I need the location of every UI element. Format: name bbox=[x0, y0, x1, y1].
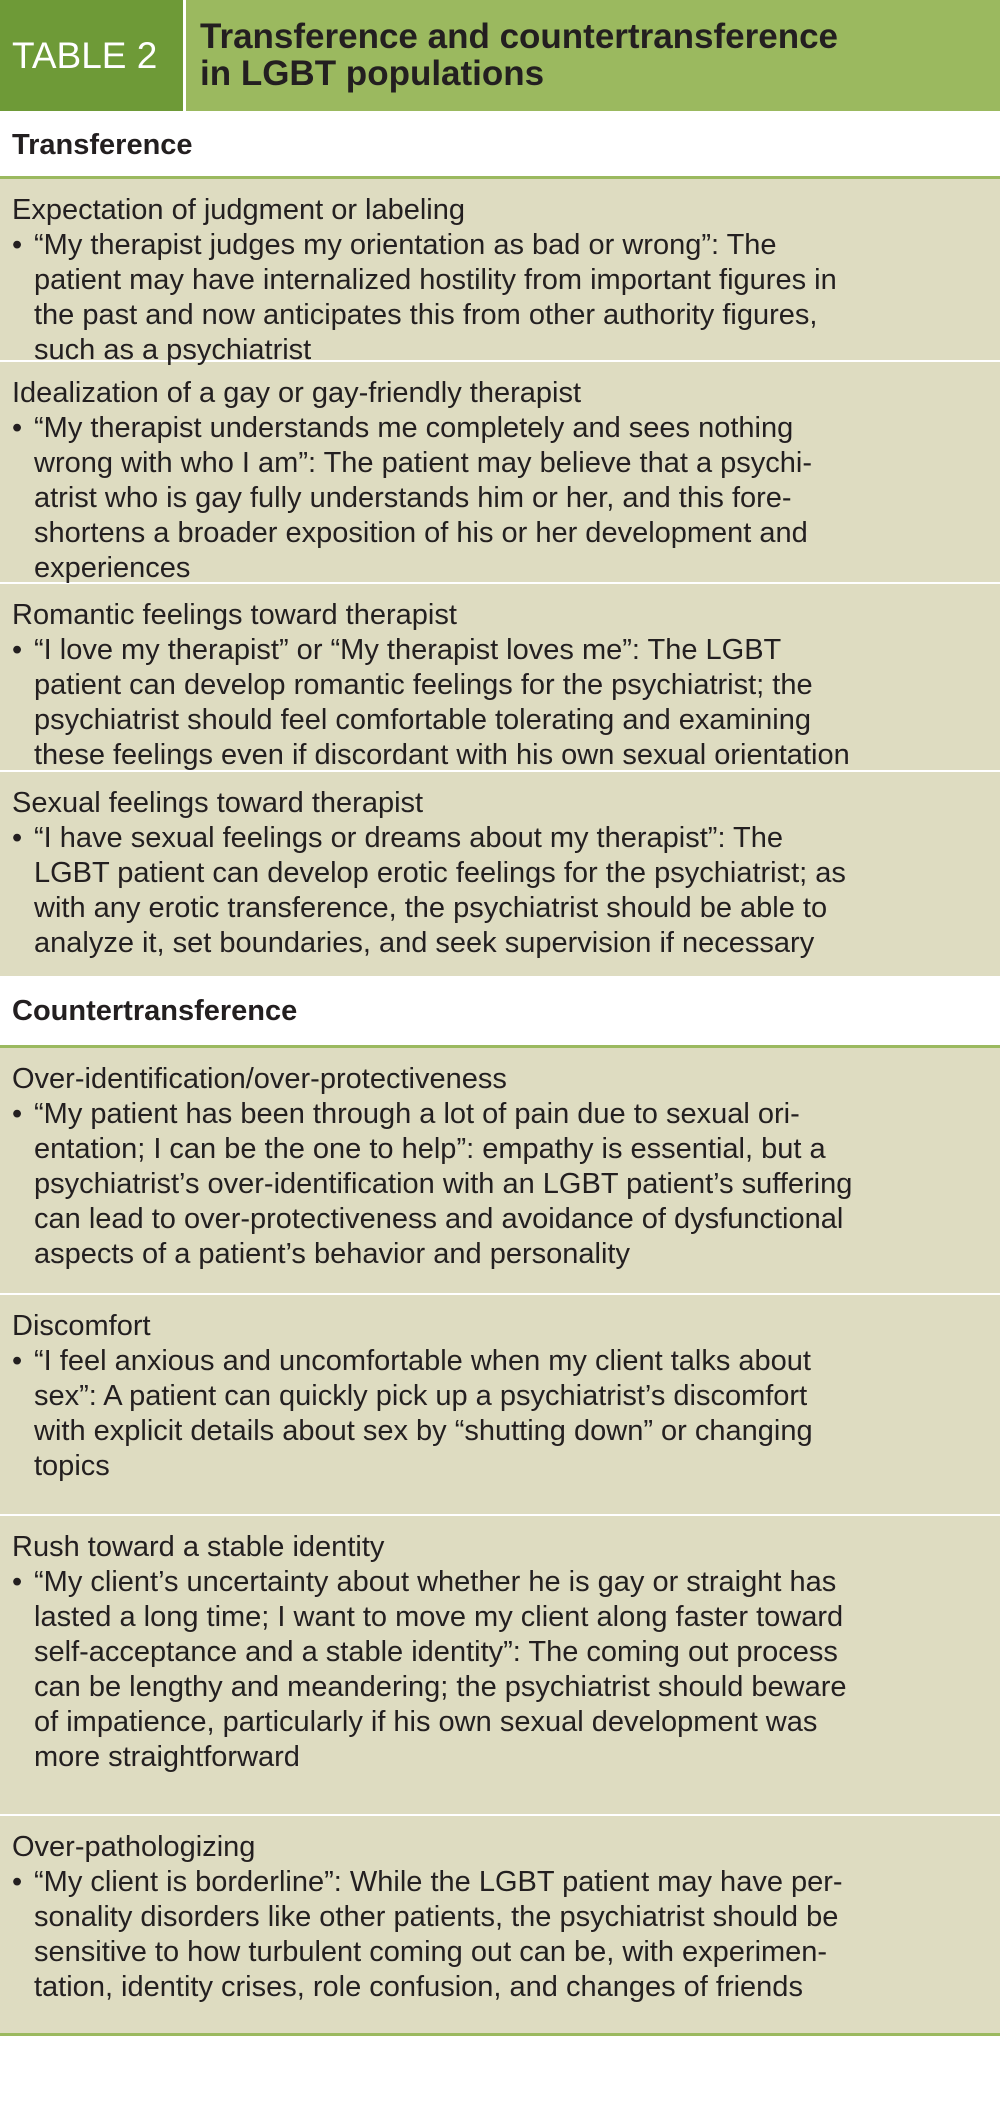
row-description bbox=[12, 1865, 988, 2005]
row-title: Over-pathologizing bbox=[12, 1831, 256, 1863]
section-heading-countertransference: Countertransference bbox=[0, 978, 1000, 1048]
row-description bbox=[12, 633, 988, 773]
table-title bbox=[186, 0, 1000, 111]
text-line: these feelings even if discordant with his own sexual orientation bbox=[34, 739, 850, 771]
table-row bbox=[0, 1816, 1000, 2036]
text-line: “I feel anxious and uncomfortable when my client talks about bbox=[34, 1345, 811, 1377]
text-line: more straightforward bbox=[34, 1741, 300, 1773]
row-title: Rush toward a stable identity bbox=[12, 1531, 385, 1563]
row-description bbox=[12, 821, 988, 961]
text-line: tation, identity crises, role confusion, and changes of friends bbox=[34, 1971, 803, 2003]
text-line: sex”: A patient can quickly pick up a psychiatrist’s discomfort bbox=[34, 1380, 808, 1412]
text-line: psychiatrist’s over-identification with an LGBT patient’s suffering bbox=[34, 1168, 853, 1200]
table-row bbox=[0, 179, 1000, 366]
text-line: of impatience, particularly if his own sexual development was bbox=[34, 1706, 818, 1738]
text-line: self-acceptance and a stable identity”: The coming out process bbox=[34, 1636, 838, 1668]
text-line: “My patient has been through a lot of pain due to sexual ori- bbox=[34, 1098, 800, 1130]
bullet-icon: • bbox=[12, 1098, 23, 1130]
text-line: such as a psychiatrist bbox=[34, 334, 312, 366]
bullet-icon: • bbox=[12, 822, 23, 854]
row-description bbox=[12, 1097, 988, 1272]
row-title: Over-identification/over-protectiveness bbox=[12, 1063, 507, 1095]
text-line: patient can develop romantic feelings for the psychiatrist; the bbox=[34, 669, 813, 701]
table-row bbox=[0, 1295, 1000, 1516]
table-row bbox=[0, 772, 1000, 978]
row-title: Romantic feelings toward therapist bbox=[12, 599, 457, 631]
section-heading-transference: Transference bbox=[0, 114, 1000, 179]
row-description bbox=[12, 228, 988, 368]
table-row bbox=[0, 362, 1000, 584]
text-line: “My therapist judges my orientation as bad or wrong”: The bbox=[34, 229, 777, 261]
bullet-icon: • bbox=[12, 1866, 23, 1898]
bullet-icon: • bbox=[12, 1345, 23, 1377]
table-row bbox=[0, 1516, 1000, 1816]
table-title-line-1: Transference and countertransference bbox=[200, 17, 839, 56]
text-line: sonality disorders like other patients, the psychiatrist should be bbox=[34, 1901, 839, 1933]
text-line: experiences bbox=[34, 552, 191, 584]
table-row bbox=[0, 584, 1000, 772]
text-line: topics bbox=[34, 1450, 110, 1482]
text-line: psychiatrist should feel comfortable tolerating and examining bbox=[34, 704, 811, 736]
row-title: Sexual feelings toward therapist bbox=[12, 787, 424, 819]
text-line: “I love my therapist” or “My therapist loves me”: The LGBT bbox=[34, 634, 782, 666]
text-line: shortens a broader exposition of his or her development and bbox=[34, 517, 808, 549]
bullet-icon: • bbox=[12, 634, 23, 666]
text-line: “My therapist understands me completely and sees nothing bbox=[34, 412, 794, 444]
row-description bbox=[12, 411, 988, 586]
bullet-icon: • bbox=[12, 412, 23, 444]
text-line: entation; I can be the one to help”: empathy is essential, but a bbox=[34, 1133, 826, 1165]
text-line: “My client’s uncertainty about whether he is gay or straight has bbox=[34, 1566, 837, 1598]
row-description bbox=[12, 1565, 988, 1775]
text-line: lasted a long time; I want to move my client along faster toward bbox=[34, 1601, 844, 1633]
table-header bbox=[0, 0, 1000, 114]
table-label: TABLE 2 bbox=[0, 0, 186, 111]
text-line: can lead to over-protectiveness and avoidance of dysfunctional bbox=[34, 1203, 844, 1235]
bullet-icon: • bbox=[12, 1566, 23, 1598]
row-description bbox=[12, 1344, 988, 1484]
text-line: LGBT patient can develop erotic feelings for the psychiatrist; as bbox=[34, 857, 846, 889]
text-line: analyze it, set boundaries, and seek supervision if necessary bbox=[34, 927, 815, 959]
row-title: Discomfort bbox=[12, 1310, 151, 1342]
text-line: aspects of a patient’s behavior and personality bbox=[34, 1238, 630, 1270]
text-line: patient may have internalized hostility from important figures in bbox=[34, 264, 837, 296]
text-line: with explicit details about sex by “shutting down” or changing bbox=[34, 1415, 813, 1447]
table-row bbox=[0, 1048, 1000, 1295]
text-line: can be lengthy and meandering; the psychiatrist should beware bbox=[34, 1671, 847, 1703]
bullet-icon: • bbox=[12, 229, 23, 261]
text-line: “I have sexual feelings or dreams about my therapist”: The bbox=[34, 822, 784, 854]
text-line: atrist who is gay fully understands him or her, and this fore- bbox=[34, 482, 792, 514]
text-line: wrong with who I am”: The patient may believe that a psychi- bbox=[34, 447, 813, 479]
text-line: the past and now anticipates this from other authority figures, bbox=[34, 299, 818, 331]
table-title-line-2: in LGBT populations bbox=[200, 54, 545, 93]
text-line: sensitive to how turbulent coming out can be, with experimen- bbox=[34, 1936, 828, 1968]
text-line: “My client is borderline”: While the LGBT patient may have per- bbox=[34, 1866, 843, 1898]
row-title: Idealization of a gay or gay-friendly therapist bbox=[12, 377, 582, 409]
row-title: Expectation of judgment or labeling bbox=[12, 194, 466, 226]
text-line: with any erotic transference, the psychiatrist should be able to bbox=[34, 892, 828, 924]
